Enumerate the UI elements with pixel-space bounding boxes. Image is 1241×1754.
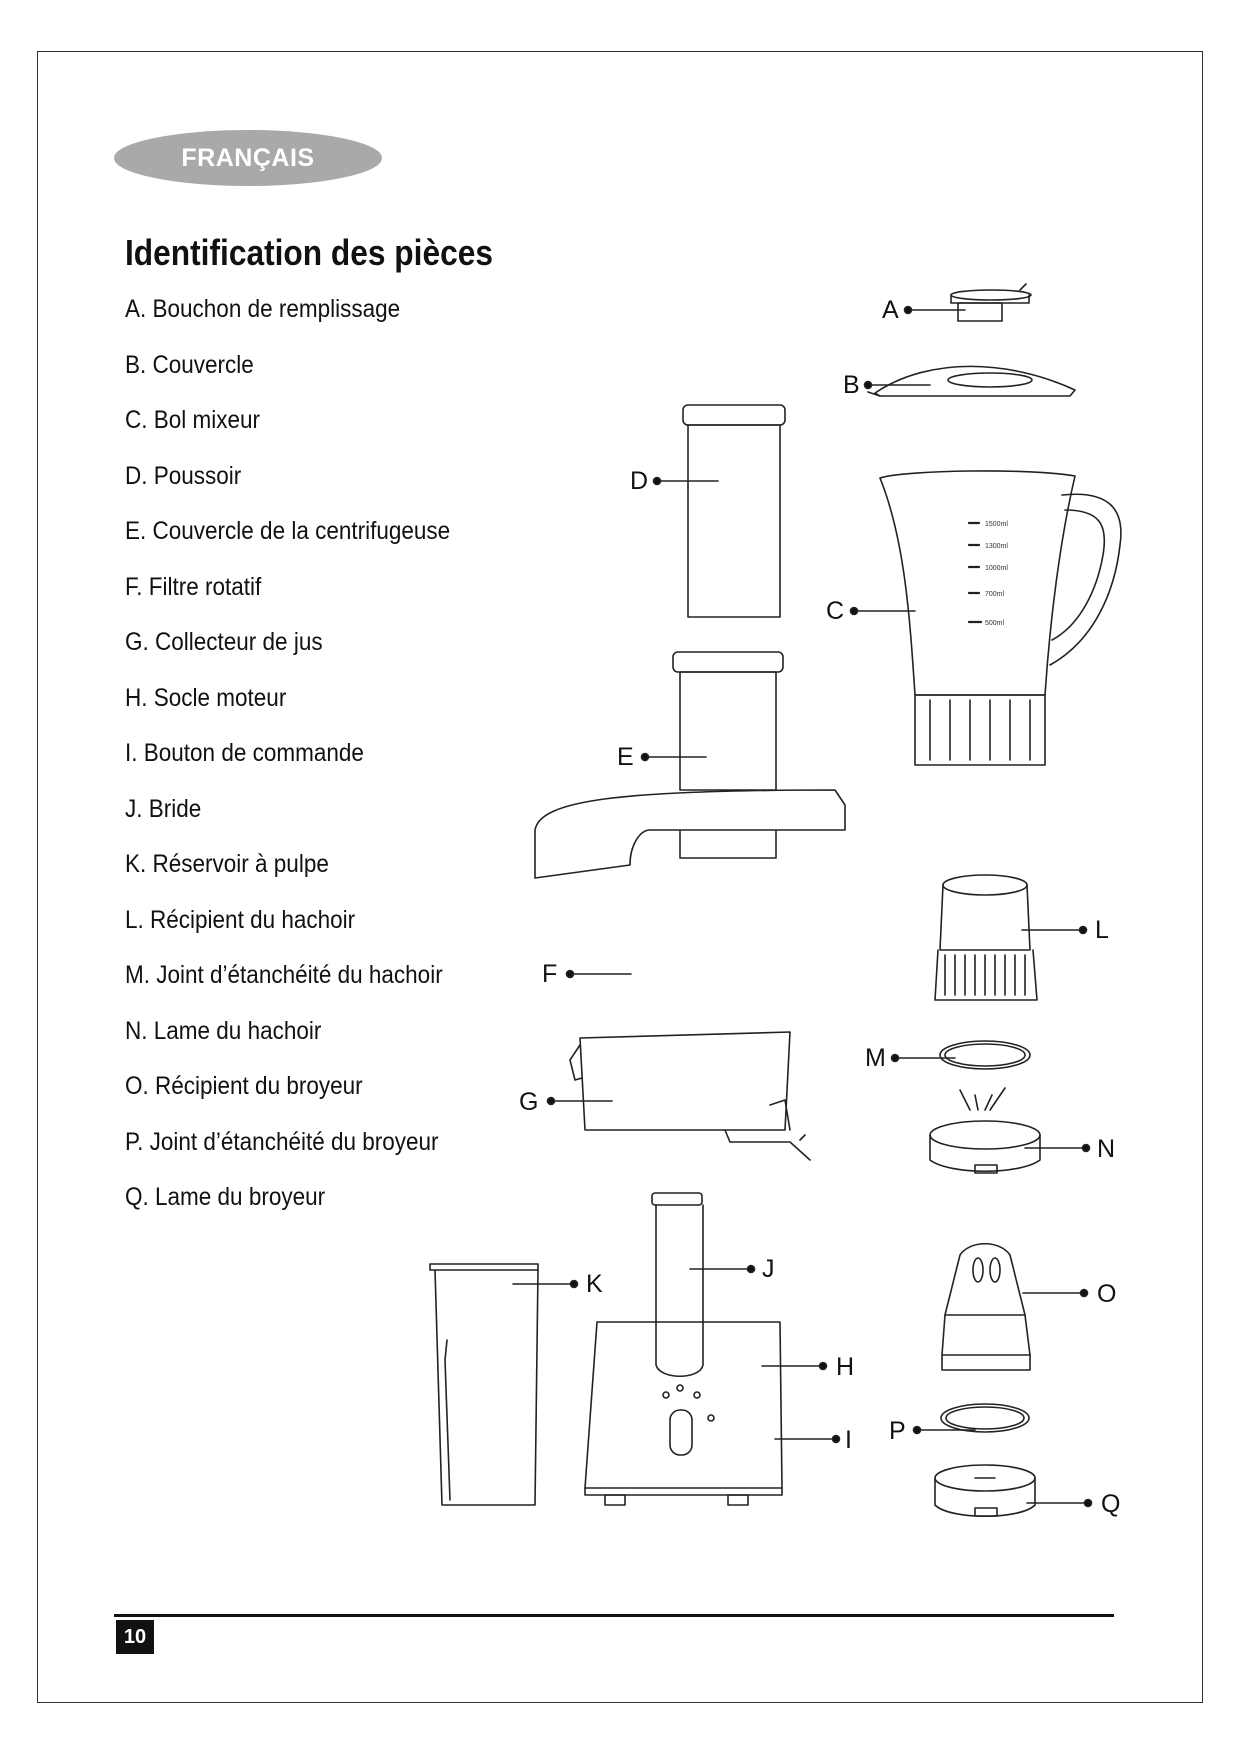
graduation-label: 1000ml bbox=[985, 565, 1008, 572]
pulp-container-drawing bbox=[430, 1264, 538, 1505]
parts-list-item: A. Bouchon de remplissage bbox=[125, 295, 401, 323]
parts-list-item: P. Joint d’étanchéité du broyeur bbox=[125, 1127, 439, 1156]
parts-list-item: C. Bol mixeur bbox=[125, 406, 261, 434]
parts-list-item: O. Récipient du broyeur bbox=[125, 1072, 363, 1100]
callout-label: F bbox=[542, 960, 558, 988]
parts-list-item: K. Réservoir à pulpe bbox=[125, 850, 329, 878]
parts-list-item: I. Bouton de commande bbox=[125, 739, 364, 767]
callout-label: P bbox=[889, 1417, 906, 1445]
parts-list-item: B. Couvercle bbox=[125, 350, 254, 379]
callout-label: B bbox=[843, 371, 860, 399]
callout-label: G bbox=[519, 1088, 539, 1116]
graduation-label: 500ml bbox=[985, 620, 1005, 627]
chopper-seal-drawing bbox=[940, 1041, 1030, 1069]
parts-list-item: D. Poussoir bbox=[125, 461, 242, 490]
parts-list-item: E. Couvercle de la centrifugeuse bbox=[125, 517, 451, 545]
footer-rule bbox=[114, 1614, 1114, 1617]
motor-base-drawing bbox=[585, 1322, 782, 1505]
parts-list-item: Q. Lame du broyeur bbox=[125, 1183, 326, 1211]
callout-label: Q bbox=[1101, 1490, 1121, 1518]
callout-label: H bbox=[836, 1353, 855, 1381]
callout-label: E bbox=[617, 743, 634, 771]
callout-label: O bbox=[1097, 1280, 1117, 1308]
callout-label: D bbox=[630, 467, 649, 495]
graduation-label: 700ml bbox=[985, 591, 1005, 598]
pusher-drawing bbox=[683, 405, 785, 617]
graduation-label: 1500ml bbox=[985, 521, 1008, 528]
parts-list-item: M. Joint d’étanchéité du hachoir bbox=[125, 961, 443, 989]
lid-drawing bbox=[868, 366, 1075, 396]
graduation-label: 1300ml bbox=[985, 543, 1008, 550]
blender-jug-drawing bbox=[880, 471, 1121, 765]
callout-label: L bbox=[1095, 916, 1109, 944]
grinder-seal-drawing bbox=[941, 1404, 1029, 1432]
parts-list-item: G. Collecteur de jus bbox=[125, 628, 323, 656]
page-number: 10 bbox=[116, 1620, 154, 1654]
callout-label: J bbox=[762, 1255, 775, 1283]
flange-drawing bbox=[652, 1193, 703, 1376]
callout-label: M bbox=[865, 1044, 886, 1072]
callout-label: N bbox=[1097, 1135, 1116, 1163]
chopper-blade-drawing bbox=[930, 1088, 1040, 1173]
section-title: Identification des pièces bbox=[125, 232, 493, 273]
parts-list-item: L. Récipient du hachoir bbox=[125, 905, 356, 934]
filler-cap-drawing bbox=[951, 284, 1031, 321]
leader-lines bbox=[513, 307, 1092, 1507]
parts-list-item: F. Filtre rotatif bbox=[125, 572, 262, 601]
chopper-container-drawing bbox=[935, 875, 1037, 1000]
language-label: FRANÇAIS bbox=[181, 143, 315, 172]
grinder-container-drawing bbox=[942, 1244, 1030, 1370]
grinder-blade-drawing bbox=[935, 1465, 1035, 1516]
juice-collector-drawing bbox=[570, 1032, 810, 1160]
callout-label: K bbox=[586, 1270, 603, 1298]
parts-list-item: J. Bride bbox=[125, 794, 202, 823]
parts-list-item: N. Lame du hachoir bbox=[125, 1016, 322, 1045]
callout-label: C bbox=[826, 597, 845, 625]
parts-list-item: H. Socle moteur bbox=[125, 683, 287, 712]
callout-label: I bbox=[845, 1426, 852, 1454]
callout-label: A bbox=[882, 296, 899, 324]
juicer-cover-drawing bbox=[535, 652, 845, 878]
